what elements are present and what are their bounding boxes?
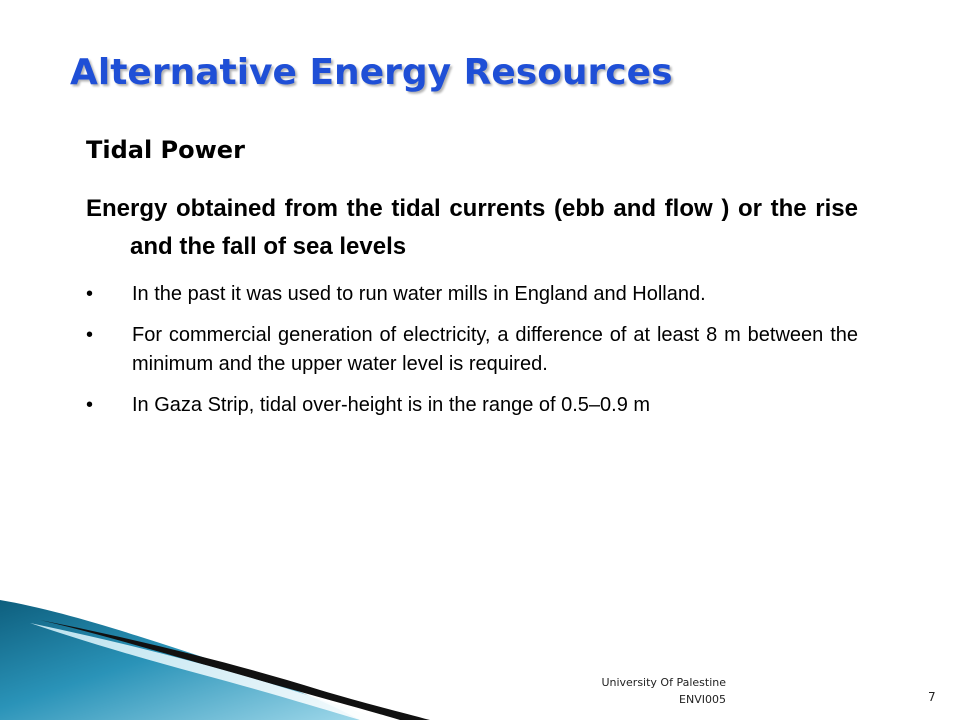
bullet-item [86,321,858,379]
bullet-item [86,280,858,309]
footer [548,674,726,708]
slide-title: Alternative Energy Resources [70,52,673,93]
bullet-text: In the past it was used to run water mills in England and Holland. [132,283,706,305]
bullet-item [86,391,858,420]
footer-course-code: ENVI005 [679,693,726,706]
lead-paragraph: Energy obtained from the tidal currents (ebb and flow ) or the rise and the fall of sea levels [86,195,858,260]
wave-black-stripe [40,620,430,720]
bullet-dot: • [86,394,94,416]
wave-blue-shape [0,600,360,720]
bullet-text: In Gaza Strip, tidal over-height is in the range of 0.5–0.9 m [132,394,651,416]
bullet-text: For commercial generation of electricity, a difference of at least 8 m between the minimum and the upper water level is required. [132,324,858,375]
bullet-dot: • [86,324,94,346]
page-number: 7 [928,690,936,704]
bullet-dot: • [86,283,94,305]
wave-light-stripe [30,623,385,720]
bullet-list [86,280,858,432]
footer-institution: University Of Palestine [601,676,726,689]
section-heading: Tidal Power [86,136,245,164]
